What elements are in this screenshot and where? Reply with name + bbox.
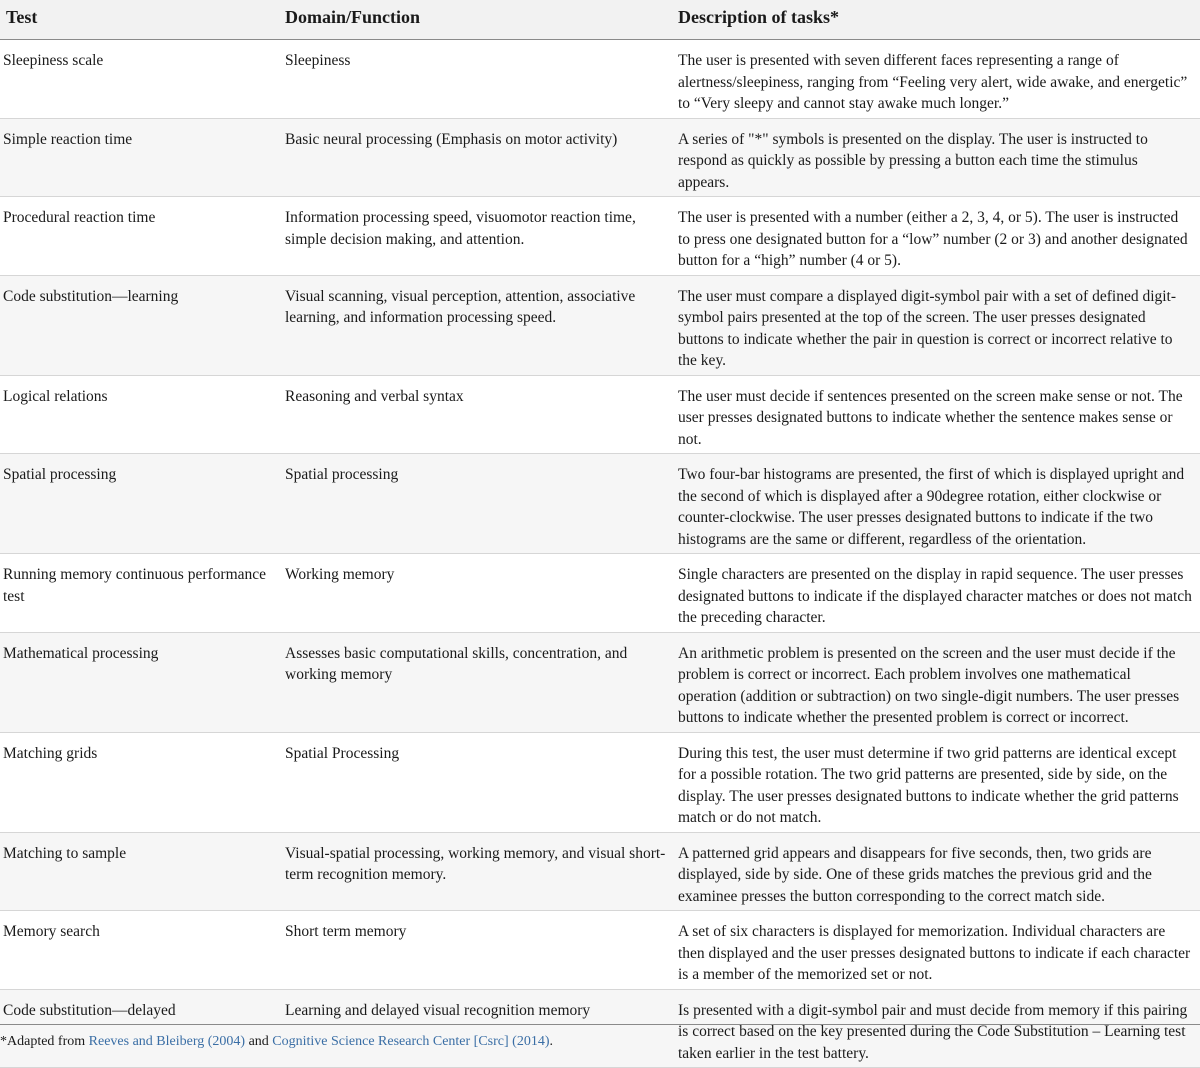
table-header bbox=[0, 0, 1200, 40]
footnote-link-reeves[interactable]: Reeves and Bleiberg (2004) bbox=[88, 1034, 246, 1049]
cell-domain: Spatial processing bbox=[282, 454, 675, 554]
table-row bbox=[0, 554, 1200, 633]
cell-domain: Spatial Processing bbox=[282, 732, 675, 832]
table-row bbox=[0, 375, 1200, 454]
table-row bbox=[0, 832, 1200, 911]
cell-test: Spatial processing bbox=[0, 454, 282, 554]
table-row bbox=[0, 40, 1200, 119]
cell-domain: Basic neural processing (Emphasis on motor activity) bbox=[282, 118, 675, 197]
footnote bbox=[0, 1024, 1200, 1050]
table-row bbox=[0, 197, 1200, 276]
cell-domain: Information processing speed, visuomotor reaction time, simple decision making, and attention. bbox=[282, 197, 675, 276]
header-row bbox=[0, 0, 1200, 40]
cell-description: Single characters are presented on the display in rapid sequence. The user presses designated buttons to indicate if the displayed character matches or does not match the preceding character. bbox=[675, 554, 1200, 633]
cell-description: The user is presented with a number (either a 2, 3, 4, or 5). The user is instructed to press one designated button for a “low” number (2 or 3) and another designated button for a “high” number (4 or 5). bbox=[675, 197, 1200, 276]
cell-domain: Reasoning and verbal syntax bbox=[282, 375, 675, 454]
table-row bbox=[0, 454, 1200, 554]
cell-description: Two four-bar histograms are presented, the first of which is displayed upright and the second of which is displayed after a 90degree rotation, either clockwise or counter-clockwise. The user presses designated buttons to indicate if the two histograms are the same or different, regardless of the orientation. bbox=[675, 454, 1200, 554]
cell-test: Procedural reaction time bbox=[0, 197, 282, 276]
table-row bbox=[0, 911, 1200, 990]
cell-domain: Working memory bbox=[282, 554, 675, 633]
cell-test: Matching grids bbox=[0, 732, 282, 832]
cell-description: The user is presented with seven different faces representing a range of alertness/sleepiness, ranging from “Feeling very alert, wide awake, and energetic” to “Very sleepy and cannot stay awake much longer.” bbox=[675, 40, 1200, 119]
cell-test: Matching to sample bbox=[0, 832, 282, 911]
cell-domain: Assesses basic computational skills, concentration, and working memory bbox=[282, 632, 675, 732]
header-test: Test bbox=[0, 0, 282, 40]
table-row bbox=[0, 632, 1200, 732]
cell-description: An arithmetic problem is presented on the screen and the user must decide if the problem is correct or incorrect. Each problem involves one mathematical operation (addition or subtraction) on two single-digit numbers. The user presses buttons to indicate whether the presented problem is correct or incorrect. bbox=[675, 632, 1200, 732]
footnote-link-csrc[interactable]: Cognitive Science Research Center [Csrc] (2014) bbox=[272, 1034, 550, 1049]
cell-test: Mathematical processing bbox=[0, 632, 282, 732]
cell-test: Running memory continuous performance test bbox=[0, 554, 282, 633]
table-row bbox=[0, 732, 1200, 832]
cell-test: Simple reaction time bbox=[0, 118, 282, 197]
cell-description: Is presented with a digit-symbol pair and must decide from memory if this pairing is correct based on the key presented during the Code Substitution – Learning test taken earlier in the test battery. bbox=[675, 989, 1200, 1068]
footnote-suffix: . bbox=[549, 1034, 553, 1049]
cell-test: Code substitution—learning bbox=[0, 275, 282, 375]
header-description: Description of tasks* bbox=[675, 0, 1200, 40]
header-domain: Domain/Function bbox=[282, 0, 675, 40]
cell-domain: Learning and delayed visual recognition memory bbox=[282, 989, 675, 1068]
cell-description: The user must compare a displayed digit-symbol pair with a set of defined digit-symbol pairs presented at the top of the screen. The user presses designated buttons to indicate whether the pair in question is correct or incorrect relative to the key. bbox=[675, 275, 1200, 375]
cell-description: A series of "*" symbols is presented on the display. The user is instructed to respond as quickly as possible by pressing a button each time the stimulus appears. bbox=[675, 118, 1200, 197]
cell-test: Code substitution—delayed bbox=[0, 989, 282, 1068]
footnote-middle: and bbox=[245, 1034, 273, 1049]
cell-description: A set of six characters is displayed for memorization. Individual characters are then displayed and the user presses designated buttons to indicate if each character is a member of the memorized set or not. bbox=[675, 911, 1200, 990]
table-body bbox=[0, 40, 1200, 1068]
cell-domain: Visual scanning, visual perception, attention, associative learning, and information processing speed. bbox=[282, 275, 675, 375]
cell-test: Sleepiness scale bbox=[0, 40, 282, 119]
table-row bbox=[0, 275, 1200, 375]
cell-description: The user must decide if sentences presented on the screen make sense or not. The user presses designated buttons to indicate whether the sentence makes sense or not. bbox=[675, 375, 1200, 454]
cell-description: A patterned grid appears and disappears for five seconds, then, two grids are displayed, side by side. One of these grids matches the previous grid and the examinee presses the button corresponding to the correct match side. bbox=[675, 832, 1200, 911]
cell-test: Memory search bbox=[0, 911, 282, 990]
footnote-prefix: *Adapted from bbox=[0, 1034, 89, 1049]
cell-test: Logical relations bbox=[0, 375, 282, 454]
cell-domain: Sleepiness bbox=[282, 40, 675, 119]
table-row bbox=[0, 118, 1200, 197]
cell-domain: Visual-spatial processing, working memory, and visual short-term recognition memory. bbox=[282, 832, 675, 911]
cell-domain: Short term memory bbox=[282, 911, 675, 990]
cell-description: During this test, the user must determine if two grid patterns are identical except for a possible rotation. The two grid patterns are presented, side by side, on the display. The user presses designated buttons to indicate whether the grid patterns match or do not match. bbox=[675, 732, 1200, 832]
